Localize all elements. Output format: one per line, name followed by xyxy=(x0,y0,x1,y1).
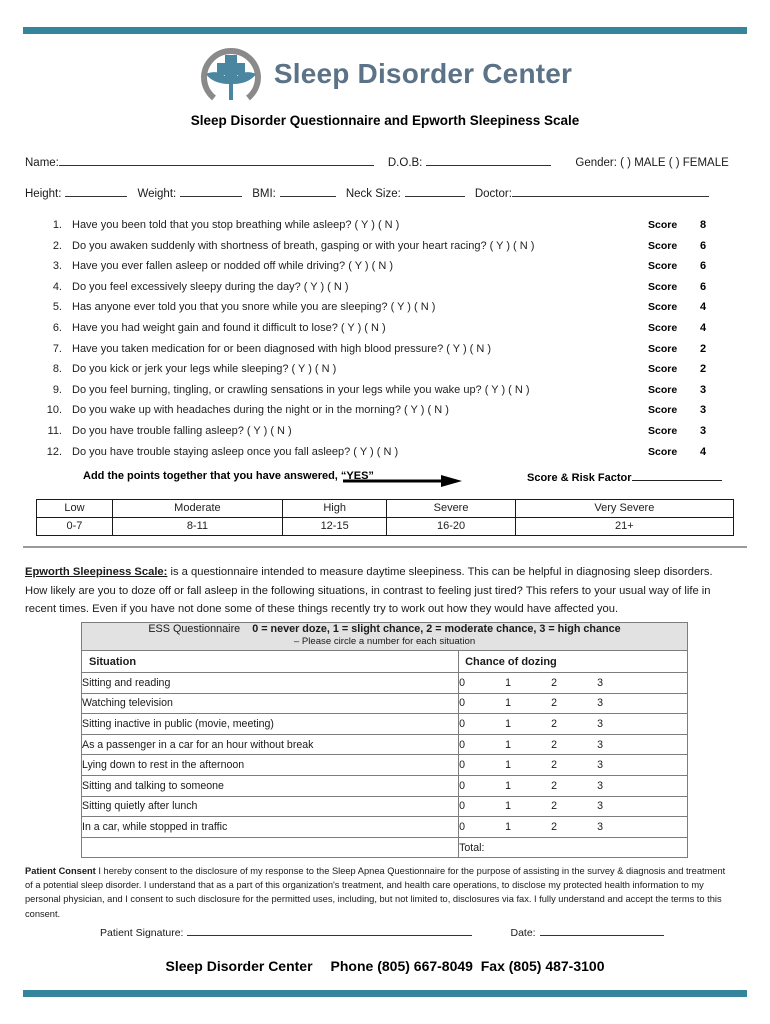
ess-situation-row xyxy=(82,796,688,817)
ess-total-label: Total: xyxy=(459,841,485,854)
question-row xyxy=(0,363,770,384)
risk-level-table xyxy=(36,499,734,536)
ess-option-0[interactable]: 0 xyxy=(459,676,466,689)
date-field[interactable] xyxy=(510,925,663,939)
ess-intro-paragraph xyxy=(25,563,731,619)
risk-level-range: 21+ xyxy=(515,518,733,536)
bmi-input-rule[interactable] xyxy=(280,186,336,197)
bmi-field[interactable] xyxy=(252,186,336,200)
question-row xyxy=(0,404,770,425)
risk-level-name: High xyxy=(282,500,386,518)
ess-option-0[interactable]: 0 xyxy=(459,759,466,772)
question-number: 9. xyxy=(52,383,62,396)
top-accent-bar xyxy=(23,27,747,34)
risk-level-range: 12-15 xyxy=(282,518,386,536)
question-score-value: 2 xyxy=(700,342,707,355)
risk-level-name: Very Severe xyxy=(515,500,733,518)
ess-total-blank-cell xyxy=(82,837,459,858)
patient-identity-row-1 xyxy=(25,155,747,169)
add-points-instruction: Add the points together that you have answered, “YES” xyxy=(83,470,374,482)
doctor-input-rule[interactable] xyxy=(512,186,709,197)
ess-col-situation: Situation xyxy=(89,655,137,668)
brand-header xyxy=(0,42,770,106)
ess-situation-label: Sitting inactive in public (movie, meeting) xyxy=(82,714,459,735)
ess-option-cell[interactable] xyxy=(459,796,688,817)
question-score-label: Score xyxy=(648,219,678,231)
question-score-label: Score xyxy=(648,445,678,458)
ess-header-prefix: ESS Questionnaire xyxy=(148,623,241,635)
ess-option-1[interactable]: 1 xyxy=(505,779,512,792)
ess-option-3[interactable]: 3 xyxy=(597,676,604,689)
ess-option-0[interactable]: 0 xyxy=(459,717,466,730)
bottom-accent-bar xyxy=(23,990,747,997)
right-arrow-icon xyxy=(343,475,463,490)
risk-level-ranges-row xyxy=(37,518,734,536)
height-field[interactable] xyxy=(25,186,127,200)
question-score-value: 2 xyxy=(700,363,707,376)
risk-level-range: 16-20 xyxy=(387,518,515,536)
question-text[interactable]: Has anyone ever told you that you snore while you are sleeping? ( Y ) ( N ) xyxy=(72,301,436,314)
question-score-label: Score xyxy=(648,383,678,396)
question-row xyxy=(0,281,770,302)
risk-level-name: Severe xyxy=(387,500,515,518)
question-row xyxy=(0,425,770,446)
question-number: 12. xyxy=(46,445,62,458)
question-score-label: Score xyxy=(648,301,678,314)
question-score-value: 4 xyxy=(700,321,707,334)
patient-consent-paragraph xyxy=(25,864,731,921)
ess-scale-header xyxy=(82,623,688,651)
ess-situation-label: In a car, while stopped in traffic xyxy=(82,817,459,838)
question-number: 11. xyxy=(47,424,62,437)
neck-size-input-rule[interactable] xyxy=(405,186,465,197)
ess-situation-row xyxy=(82,775,688,796)
question-text[interactable]: Do you awaken suddenly with shortness of breath, gasping or with your heart racing? ( Y ) ( N ) xyxy=(72,239,535,252)
ess-intro-heading: Epworth Sleepiness Scale: xyxy=(25,566,168,578)
ess-situation-label: Watching television xyxy=(82,693,459,714)
consent-body: I hereby consent to the disclosure of my response to the Sleep Apnea Questionnaire for the purpose of assisting in the survey & diagnosis and treatment of a potential sleep disorder. I understand that as a part of this organization's treatment, and health care operations, to disclose my protected health information to my personal physician, and I consent to such disclosure for the permitted uses, including, but not limited to, disclosures via fax. I fully understand and accept the terms to this consent. xyxy=(25,866,726,919)
consent-heading: Patient Consent xyxy=(25,866,96,876)
ess-option-1[interactable]: 1 xyxy=(505,717,512,730)
ess-situation-label: Lying down to rest in the afternoon xyxy=(82,755,459,776)
weight-field[interactable] xyxy=(137,186,242,200)
weight-label: Weight: xyxy=(137,188,177,200)
footer-phone: Phone (805) 667-8049 xyxy=(330,958,473,974)
brand-name: Sleep Disorder Center xyxy=(273,58,573,89)
risk-level-range: 8-11 xyxy=(112,518,282,536)
ess-option-1[interactable]: 1 xyxy=(505,800,512,813)
section-divider xyxy=(23,546,747,548)
ess-option-cell[interactable] xyxy=(459,775,688,796)
ess-situation-row xyxy=(82,755,688,776)
ess-option-3[interactable]: 3 xyxy=(597,717,604,730)
ess-situation-row xyxy=(82,673,688,694)
ess-col-chance-cell xyxy=(459,651,688,673)
question-score-value: 8 xyxy=(700,219,707,231)
patient-signature-input-rule[interactable] xyxy=(187,925,472,936)
ess-option-2[interactable]: 2 xyxy=(551,717,558,730)
height-label: Height: xyxy=(25,188,62,200)
bmi-label: BMI: xyxy=(252,188,276,200)
ess-option-3[interactable]: 3 xyxy=(597,820,604,833)
height-input-rule[interactable] xyxy=(65,186,127,197)
ess-option-3[interactable]: 3 xyxy=(597,697,604,710)
question-score-label: Score xyxy=(648,424,678,437)
ess-option-2[interactable]: 2 xyxy=(551,697,558,710)
ess-option-1[interactable]: 1 xyxy=(505,738,512,751)
ess-option-cell[interactable] xyxy=(459,734,688,755)
ess-option-2[interactable]: 2 xyxy=(551,779,558,792)
ess-option-1[interactable]: 1 xyxy=(505,820,512,833)
ess-table-header-row xyxy=(82,623,688,651)
question-number: 4. xyxy=(52,280,62,293)
question-row xyxy=(0,219,770,240)
ess-option-cell[interactable] xyxy=(459,673,688,694)
question-score-label: Score xyxy=(648,260,678,273)
page-title: Sleep Disorder Questionnaire and Epworth Sleepiness Scale xyxy=(190,113,580,128)
ess-situation-row xyxy=(82,693,688,714)
ess-situation-row xyxy=(82,714,688,735)
question-text[interactable]: Have you taken medication for or been diagnosed with high blood pressure? ( Y ) ( N ) xyxy=(72,342,492,355)
ess-header-sub: – Please circle a number for each situation xyxy=(293,636,476,647)
question-score-value: 3 xyxy=(700,383,707,396)
risk-level-name: Low xyxy=(37,500,113,518)
ess-col-situation-cell xyxy=(82,651,459,673)
ess-col-chance: Chance of dozing xyxy=(465,655,557,668)
question-score-value: 4 xyxy=(700,445,707,458)
question-score-value: 4 xyxy=(700,301,707,314)
ess-option-3[interactable]: 3 xyxy=(597,738,604,751)
risk-factor-label: Score & Risk Factor xyxy=(527,472,632,484)
dob-label: D.O.B: xyxy=(387,157,423,169)
question-row xyxy=(0,384,770,405)
neck-size-label: Neck Size: xyxy=(345,188,401,200)
question-score-label: Score xyxy=(648,239,678,252)
ess-option-cell[interactable] xyxy=(459,755,688,776)
ess-option-0[interactable]: 0 xyxy=(459,800,466,813)
ess-questionnaire-table xyxy=(81,622,688,858)
risk-factor-input-rule[interactable] xyxy=(632,470,722,481)
question-number: 5. xyxy=(52,301,62,314)
question-score-label: Score xyxy=(648,342,678,355)
question-number: 6. xyxy=(52,321,62,334)
date-input-rule[interactable] xyxy=(540,925,664,936)
question-number: 7. xyxy=(52,342,62,355)
question-row xyxy=(0,446,770,467)
question-text[interactable]: Do you feel burning, tingling, or crawling sensations in your legs while you wake up? ( Y ) ( N ) xyxy=(72,383,530,396)
question-row xyxy=(0,240,770,261)
doctor-field[interactable] xyxy=(475,186,709,200)
ess-situation-label: Sitting quietly after lunch xyxy=(82,796,459,817)
signature-row xyxy=(100,925,700,939)
question-text[interactable]: Have you had weight gain and found it difficult to lose? ( Y ) ( N ) xyxy=(72,321,386,334)
question-number: 3. xyxy=(52,260,62,273)
question-score-value: 6 xyxy=(700,280,707,293)
patient-identity-row-2 xyxy=(25,186,747,200)
question-score-label: Score xyxy=(648,321,678,334)
risk-level-names-row xyxy=(37,500,734,518)
questionnaire-list xyxy=(0,219,770,466)
name-field[interactable] xyxy=(25,155,374,169)
ess-total-label-cell xyxy=(459,837,688,858)
ess-option-1[interactable]: 1 xyxy=(505,759,512,772)
question-text[interactable]: Do you have trouble falling asleep? ( Y ) ( N ) xyxy=(72,424,292,437)
ess-situation-label: As a passenger in a car for an hour without break xyxy=(82,734,459,755)
ess-option-1[interactable]: 1 xyxy=(505,676,512,689)
name-label: Name: xyxy=(25,157,59,169)
ess-option-3[interactable]: 3 xyxy=(597,759,604,772)
patient-signature-label: Patient Signature: xyxy=(100,927,184,939)
name-input-rule[interactable] xyxy=(59,155,374,166)
ess-situation-label: Sitting and talking to someone xyxy=(82,775,459,796)
doctor-label: Doctor: xyxy=(474,188,512,200)
question-score-label: Score xyxy=(648,363,678,376)
risk-level-range: 0-7 xyxy=(37,518,113,536)
patient-signature-field[interactable] xyxy=(100,925,472,939)
risk-level-name: Moderate xyxy=(112,500,282,518)
ess-situation-row xyxy=(82,734,688,755)
question-score-value: 3 xyxy=(700,424,707,437)
weight-input-rule[interactable] xyxy=(180,186,242,197)
question-text[interactable]: Have you been told that you stop breathing while asleep? ( Y ) ( N ) xyxy=(72,219,400,231)
ess-total-row xyxy=(82,837,688,858)
ess-option-3[interactable]: 3 xyxy=(597,800,604,813)
ess-option-2[interactable]: 2 xyxy=(551,800,558,813)
ess-situation-row xyxy=(82,817,688,838)
ess-option-1[interactable]: 1 xyxy=(505,697,512,710)
question-score-label: Score xyxy=(648,280,678,293)
ess-option-cell[interactable] xyxy=(459,714,688,735)
question-text[interactable]: Have you ever fallen asleep or nodded off while driving? ( Y ) ( N ) xyxy=(72,260,394,273)
ess-option-0[interactable]: 0 xyxy=(459,697,466,710)
ess-intro-body: is a questionnaire intended to measure daytime sleepiness. This can be helpful in diagnosing sleep disorders. How likely are you to doze off or fall asleep in the following situations, in contrast to feeling just tired? This refers to your usual way of life in recent times. Even if you have not done some of these things recently try to work out how they would have affected you. xyxy=(25,566,713,615)
footer-contact xyxy=(0,958,770,974)
neck-size-field[interactable] xyxy=(346,186,465,200)
ess-option-cell[interactable] xyxy=(459,693,688,714)
ess-option-2[interactable]: 2 xyxy=(551,738,558,751)
question-score-value: 6 xyxy=(700,239,707,252)
ess-option-2[interactable]: 2 xyxy=(551,820,558,833)
ess-header-scale: 0 = never doze, 1 = slight chance, 2 = moderate chance, 3 = high chance xyxy=(252,623,621,635)
footer-center-name: Sleep Disorder Center xyxy=(165,958,313,974)
ess-option-2[interactable]: 2 xyxy=(551,759,558,772)
dob-field[interactable] xyxy=(388,155,552,169)
question-number: 8. xyxy=(52,363,62,376)
question-text[interactable]: Do you wake up with headaches during the night or in the morning? ( Y ) ( N ) xyxy=(72,404,449,417)
risk-factor-field[interactable] xyxy=(527,470,722,484)
footer-fax: Fax (805) 487-3100 xyxy=(480,958,605,974)
question-score-value: 3 xyxy=(700,404,707,417)
gender-options[interactable]: Gender: ( ) MALE ( ) FEMALE xyxy=(575,157,729,169)
ess-option-0[interactable]: 0 xyxy=(459,779,466,792)
ess-option-0[interactable]: 0 xyxy=(459,820,466,833)
question-text[interactable]: Do you have trouble staying asleep once you fall asleep? ( Y ) ( N ) xyxy=(72,445,399,458)
ess-situation-label: Sitting and reading xyxy=(82,673,459,694)
ess-option-cell[interactable] xyxy=(459,817,688,838)
dob-input-rule[interactable] xyxy=(426,155,551,166)
question-score-label: Score xyxy=(648,404,678,417)
question-number: 1. xyxy=(52,219,62,231)
medical-cross-leaf-logo-icon xyxy=(198,42,264,106)
question-score-value: 6 xyxy=(700,260,707,273)
ess-column-header-row xyxy=(82,651,688,673)
ess-option-3[interactable]: 3 xyxy=(597,779,604,792)
date-label: Date: xyxy=(510,927,536,939)
ess-option-0[interactable]: 0 xyxy=(459,738,466,751)
question-row xyxy=(0,301,770,322)
ess-option-2[interactable]: 2 xyxy=(551,676,558,689)
question-number: 2. xyxy=(52,239,62,252)
question-text[interactable]: Do you kick or jerk your legs while sleeping? ( Y ) ( N ) xyxy=(72,363,337,376)
question-number: 10. xyxy=(46,404,62,417)
question-row xyxy=(0,322,770,343)
question-row xyxy=(0,343,770,364)
question-text[interactable]: Do you feel excessively sleepy during the day? ( Y ) ( N ) xyxy=(72,280,349,293)
question-row xyxy=(0,260,770,281)
